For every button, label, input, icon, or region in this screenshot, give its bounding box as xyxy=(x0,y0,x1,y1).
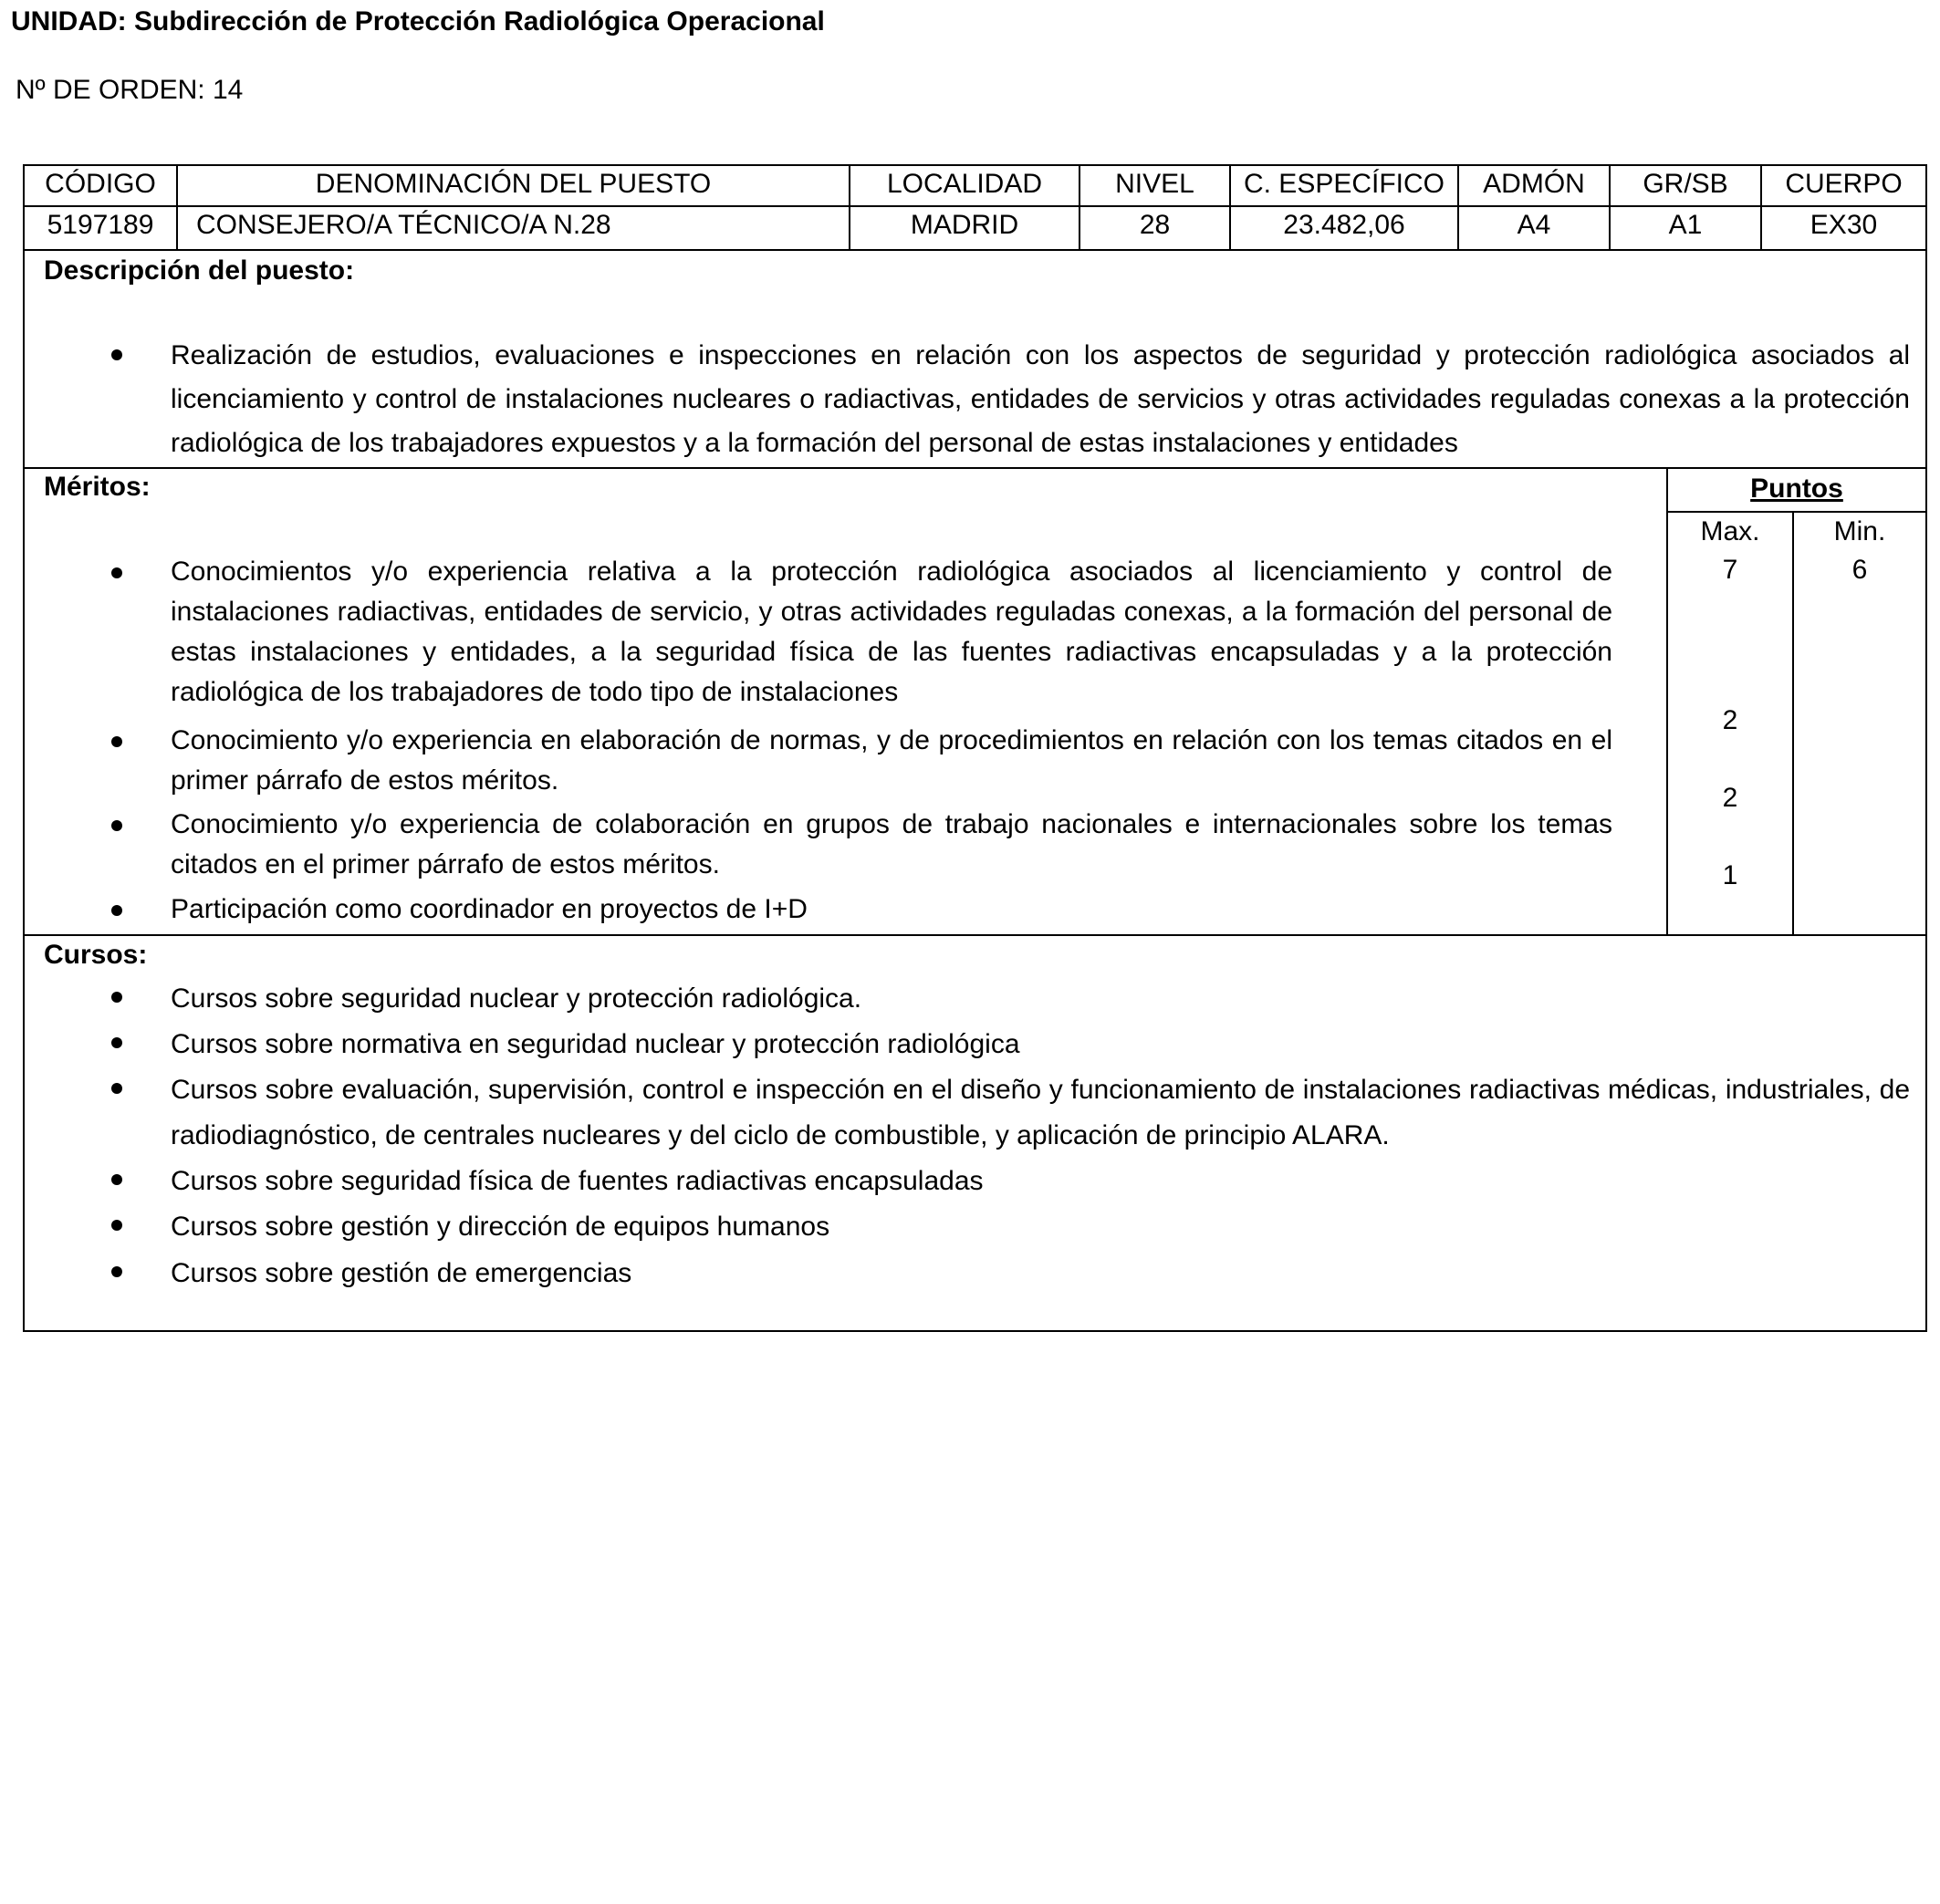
bullet-icon xyxy=(111,1266,122,1277)
value-nivel: 28 xyxy=(1139,210,1171,240)
max-total: 7 xyxy=(1722,555,1738,585)
section-divider xyxy=(25,934,1925,936)
row-divider xyxy=(25,205,1925,207)
job-sheet xyxy=(23,164,1927,1332)
merito-item: Participación como coordinador en proyectos de I+D xyxy=(171,894,808,924)
unit-title: UNIDAD: Subdirección de Protección Radiológica Operacional xyxy=(11,6,825,36)
merito-item: Conocimientos y/o experiencia relativa a la protección radiológica asociados al licenciamiento y control de instalaciones radiactivas, entidades de servicio, y otras actividades reguladas conexas, a la formación del personal de estas instalaciones y entidades, a la seguridad física de las fuentes radiactivas encapsuladas y a la protección radiológica de los trabajadores de todo tipo de instalaciones xyxy=(171,557,1612,707)
min-label: Min. xyxy=(1833,516,1886,546)
row-divider xyxy=(25,249,1925,251)
curso-item: Cursos sobre gestión y dirección de equipos humanos xyxy=(171,1212,830,1242)
bullet-icon xyxy=(111,349,122,360)
puntos-label: Puntos xyxy=(1750,473,1843,504)
meritos-label: Méritos: xyxy=(44,472,151,502)
merito-item: Conocimiento y/o experiencia de colaboración en grupos de trabajo nacionales e internacionales sobre los temas citados en el primer párrafo de estos méritos. xyxy=(171,809,1612,879)
curso-item: Cursos sobre normativa en seguridad nuclear y protección radiológica xyxy=(171,1029,1020,1059)
section-divider xyxy=(25,467,1925,469)
header-admon: ADMÓN xyxy=(1483,169,1585,199)
merito-points: 2 xyxy=(1722,705,1738,735)
cursos-label: Cursos: xyxy=(44,940,148,970)
value-localidad: MADRID xyxy=(910,210,1019,240)
curso-item: Cursos sobre seguridad nuclear y protección radiológica. xyxy=(171,983,862,1014)
header-especifico: C. ESPECÍFICO xyxy=(1243,169,1445,199)
value-codigo: 5197189 xyxy=(47,210,154,240)
curso-item: Cursos sobre evaluación, supervisión, control e inspección en el diseño y funcionamiento de instalaciones radiactivas médicas, industriales, de radiodiagnóstico, de centrales nucleares y del ciclo de combustible, y aplicación de principio ALARA. xyxy=(171,1075,1910,1150)
curso-item: Cursos sobre gestión de emergencias xyxy=(171,1258,632,1288)
bullet-icon xyxy=(111,1174,122,1185)
descripcion-label: Descripción del puesto: xyxy=(44,255,355,286)
max-label: Max. xyxy=(1700,516,1760,546)
value-grsb: A1 xyxy=(1668,210,1703,240)
bullet-icon xyxy=(111,1037,122,1048)
header-codigo: CÓDIGO xyxy=(45,169,156,199)
puntos-divider xyxy=(1666,511,1925,513)
min-total: 6 xyxy=(1851,555,1868,585)
order-number: Nº DE ORDEN: 14 xyxy=(16,75,244,105)
bullet-icon xyxy=(111,1083,122,1094)
bullet-icon xyxy=(111,567,122,578)
curso-item: Cursos sobre seguridad física de fuentes radiactivas encapsuladas xyxy=(171,1166,984,1196)
bullet-icon xyxy=(111,905,122,916)
header-cuerpo: CUERPO xyxy=(1785,169,1903,199)
header-grsb: GR/SB xyxy=(1643,169,1728,199)
header-denominacion: DENOMINACIÓN DEL PUESTO xyxy=(315,169,712,199)
value-especifico: 23.482,06 xyxy=(1283,210,1405,240)
value-admon: A4 xyxy=(1517,210,1551,240)
merito-item: Conocimiento y/o experiencia en elaboración de normas, y de procedimientos en relación con los temas citados en el primer párrafo de estos méritos. xyxy=(171,725,1612,796)
header-nivel: NIVEL xyxy=(1115,169,1194,199)
descripcion-item: Realización de estudios, evaluaciones e inspecciones en relación con los aspectos de seguridad y protección radiológica asociados al licenciamiento y control de instalaciones nucleares o radiactivas, entidades de servicios y otras actividades reguladas conexas a la protección radiológica de los trabajadores expuestos y a la formación del personal de estas instalaciones y entidades xyxy=(171,340,1910,458)
merito-points: 2 xyxy=(1722,783,1738,813)
value-cuerpo: EX30 xyxy=(1810,210,1878,240)
merito-points: 1 xyxy=(1722,860,1738,890)
bullet-icon xyxy=(111,820,122,831)
bullet-icon xyxy=(111,1220,122,1231)
bullet-icon xyxy=(111,992,122,1003)
bullet-icon xyxy=(111,736,122,747)
header-localidad: LOCALIDAD xyxy=(886,169,1043,199)
value-denominacion: CONSEJERO/A TÉCNICO/A N.28 xyxy=(196,210,611,240)
